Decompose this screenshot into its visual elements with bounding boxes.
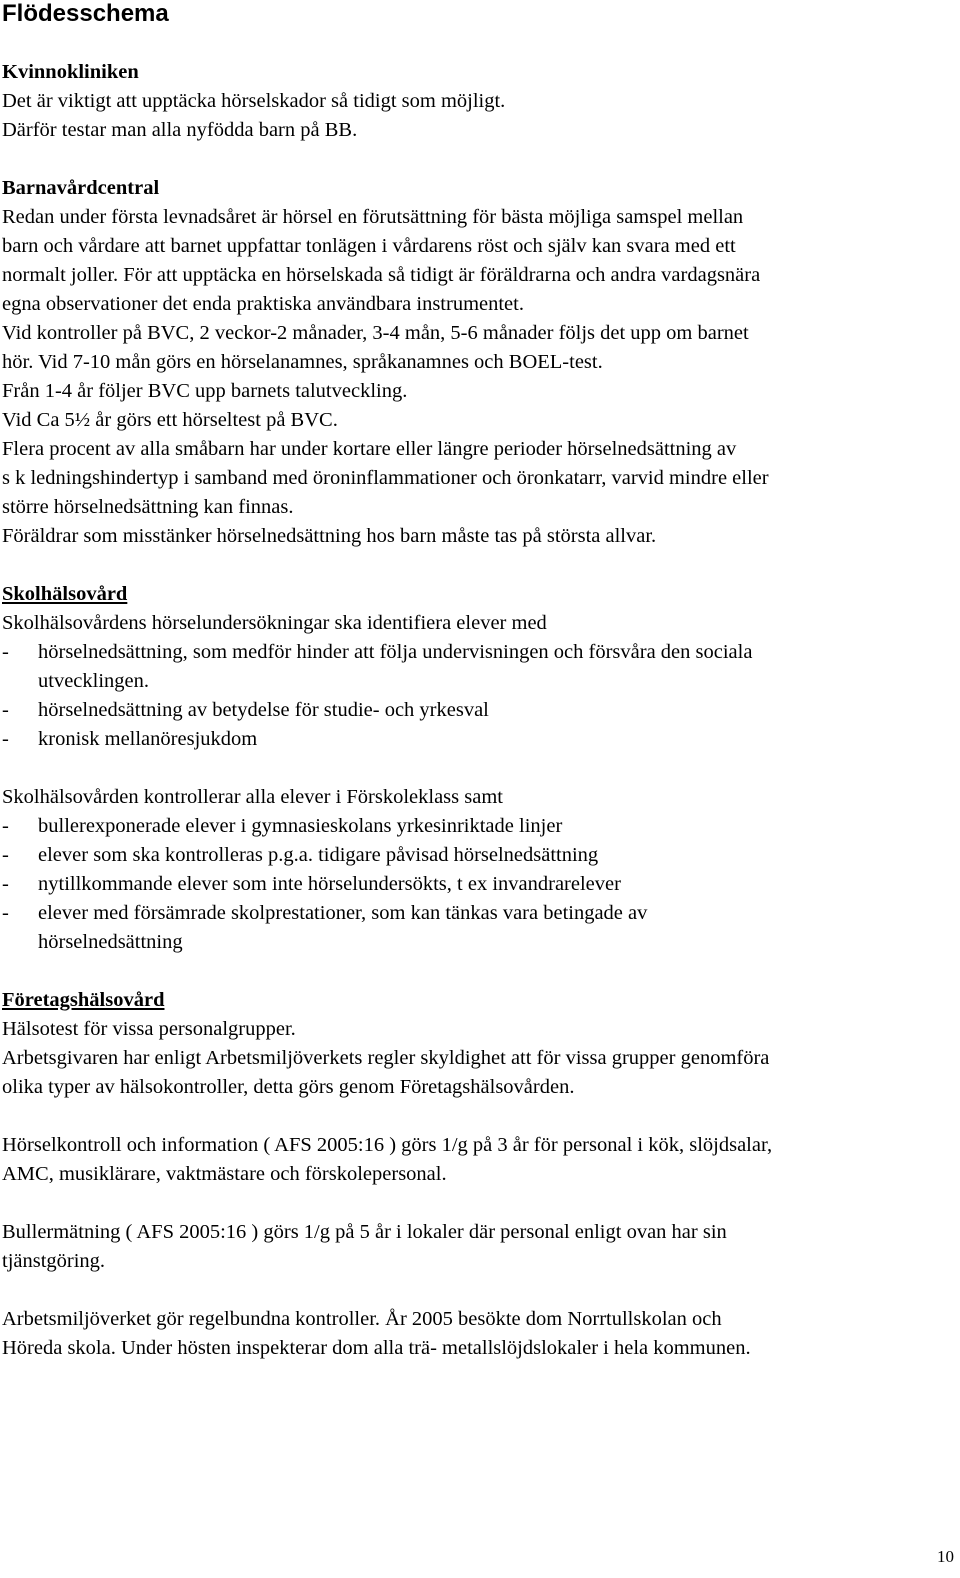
- section-heading: Företagshälsovård: [2, 989, 165, 1011]
- list-item: [2, 696, 954, 725]
- dash-marker: -: [2, 815, 9, 837]
- list-item-line: kronisk mellanöresjukdom: [38, 728, 258, 750]
- paragraph-line: Hörselkontroll och information ( AFS 2005:16 ) görs 1/g på 3 år för personal i kök, slöjdsalar,: [2, 1134, 773, 1156]
- paragraph-line: hör. Vid 7-10 mån görs en hörselanamnes, språkanamnes och BOEL-test.: [2, 351, 603, 373]
- page-number: 10: [937, 1547, 954, 1566]
- list-item-line: elever med försämrade skolprestationer, som kan tänkas vara betingade av: [38, 902, 648, 924]
- section-skolhalsovard: [2, 580, 954, 957]
- section-foretagshalsovard: [2, 986, 954, 1363]
- dash-marker: -: [2, 873, 9, 895]
- spacer: [2, 957, 954, 986]
- spacer: [2, 1102, 954, 1131]
- paragraph-line: AMC, musiklärare, vaktmästare och förskolepersonal.: [2, 1163, 447, 1185]
- section-kvinnokliniken: [2, 58, 954, 145]
- document-page: [2, 0, 954, 1363]
- bullet-list: [2, 638, 954, 754]
- dash-marker: -: [2, 699, 9, 721]
- paragraph-line: Arbetsgivaren har enligt Arbetsmiljöverkets regler skyldighet att för vissa grupper genomföra: [2, 1047, 770, 1069]
- paragraph-line: Hälsotest för vissa personalgrupper.: [2, 1018, 296, 1040]
- paragraph-line: Vid Ca 5½ år görs ett hörseltest på BVC.: [2, 409, 338, 431]
- paragraph-line: Skolhälsovårdens hörselundersökningar ska identifiera elever med: [2, 612, 547, 634]
- spacer: [2, 754, 954, 783]
- paragraph-line: normalt joller. För att upptäcka en hörselskada så tidigt är föräldrarna och andra vardagsnära: [2, 264, 761, 286]
- list-item: [2, 841, 954, 870]
- page-title: Flödesschema: [2, 0, 169, 27]
- list-item-line: hörselnedsättning av betydelse för studie- och yrkesval: [38, 699, 489, 721]
- list-item-text: [38, 638, 752, 696]
- dash-marker: -: [2, 641, 9, 663]
- paragraph-line: Bullermätning ( AFS 2005:16 ) görs 1/g på 5 år i lokaler där personal enligt ovan har sin: [2, 1221, 727, 1243]
- paragraph-line: olika typer av hälsokontroller, detta görs genom Företagshälsovården.: [2, 1076, 575, 1098]
- paragraph-line: Skolhälsovården kontrollerar alla elever i Förskoleklass samt: [2, 786, 503, 808]
- paragraph-line: s k ledningshindertyp i samband med öroninflammationer och öronkatarr, varvid mindre eller: [2, 467, 769, 489]
- list-item-line: nytillkommande elever som inte hörselundersökts, t ex invandrarelever: [38, 873, 621, 895]
- paragraph-line: Föräldrar som misstänker hörselnedsättning hos barn måste tas på största allvar.: [2, 525, 657, 547]
- section-heading: Kvinnokliniken: [2, 61, 139, 83]
- paragraph-line: Redan under första levnadsåret är hörsel en förutsättning för bästa möjliga samspel mellan: [2, 206, 744, 228]
- paragraph-line: Höreda skola. Under hösten inspekterar dom alla trä- metallslöjdslokaler i hela kommunen.: [2, 1337, 751, 1359]
- list-item: [2, 870, 954, 899]
- list-item: [2, 638, 954, 696]
- spacer: [2, 1276, 954, 1305]
- list-item: [2, 812, 954, 841]
- list-item: [2, 725, 954, 754]
- spacer: [2, 28, 954, 58]
- paragraph-line: Arbetsmiljöverket gör regelbundna kontroller. År 2005 besökte dom Norrtullskolan och: [2, 1308, 722, 1330]
- dash-marker: -: [2, 844, 9, 866]
- dash-marker: -: [2, 902, 9, 924]
- list-item-text: [38, 899, 647, 957]
- bullet-list: [2, 812, 954, 957]
- paragraph-line: större hörselnedsättning kan finnas.: [2, 496, 294, 518]
- paragraph-line: Det är viktigt att upptäcka hörselskador så tidigt som möjligt.: [2, 90, 506, 112]
- spacer: [2, 551, 954, 580]
- list-item-line: bullerexponerade elever i gymnasieskolans yrkesinriktade linjer: [38, 815, 563, 837]
- paragraph-line: Vid kontroller på BVC, 2 veckor-2 månader, 3-4 mån, 5-6 månader följs det upp om barnet: [2, 322, 749, 344]
- list-item-line: hörselnedsättning, som medför hinder att följa undervisningen och försvåra den sociala: [38, 641, 753, 663]
- list-item-line: utvecklingen.: [38, 670, 150, 692]
- section-heading: Skolhälsovård: [2, 583, 128, 605]
- spacer: [2, 1189, 954, 1218]
- spacer: [2, 145, 954, 174]
- section-heading: Barnavårdcentral: [2, 177, 160, 199]
- paragraph-line: Från 1-4 år följer BVC upp barnets talutveckling.: [2, 380, 408, 402]
- paragraph-line: tjänstgöring.: [2, 1250, 106, 1272]
- paragraph-line: Flera procent av alla småbarn har under kortare eller längre perioder hörselnedsättning av: [2, 438, 737, 460]
- list-item-line: elever som ska kontrolleras p.g.a. tidigare påvisad hörselnedsättning: [38, 844, 599, 866]
- list-item: [2, 899, 954, 957]
- paragraph-line: barn och vårdare att barnet uppfattar tonlägen i vårdarens röst och själv kan svara med ett: [2, 235, 736, 257]
- paragraph-line: egna observationer det enda praktiska användbara instrumentet.: [2, 293, 524, 315]
- paragraph-line: Därför testar man alla nyfödda barn på BB.: [2, 119, 358, 141]
- section-barnavardcentral: [2, 174, 954, 551]
- dash-marker: -: [2, 728, 9, 750]
- list-item-line: hörselnedsättning: [38, 931, 183, 953]
